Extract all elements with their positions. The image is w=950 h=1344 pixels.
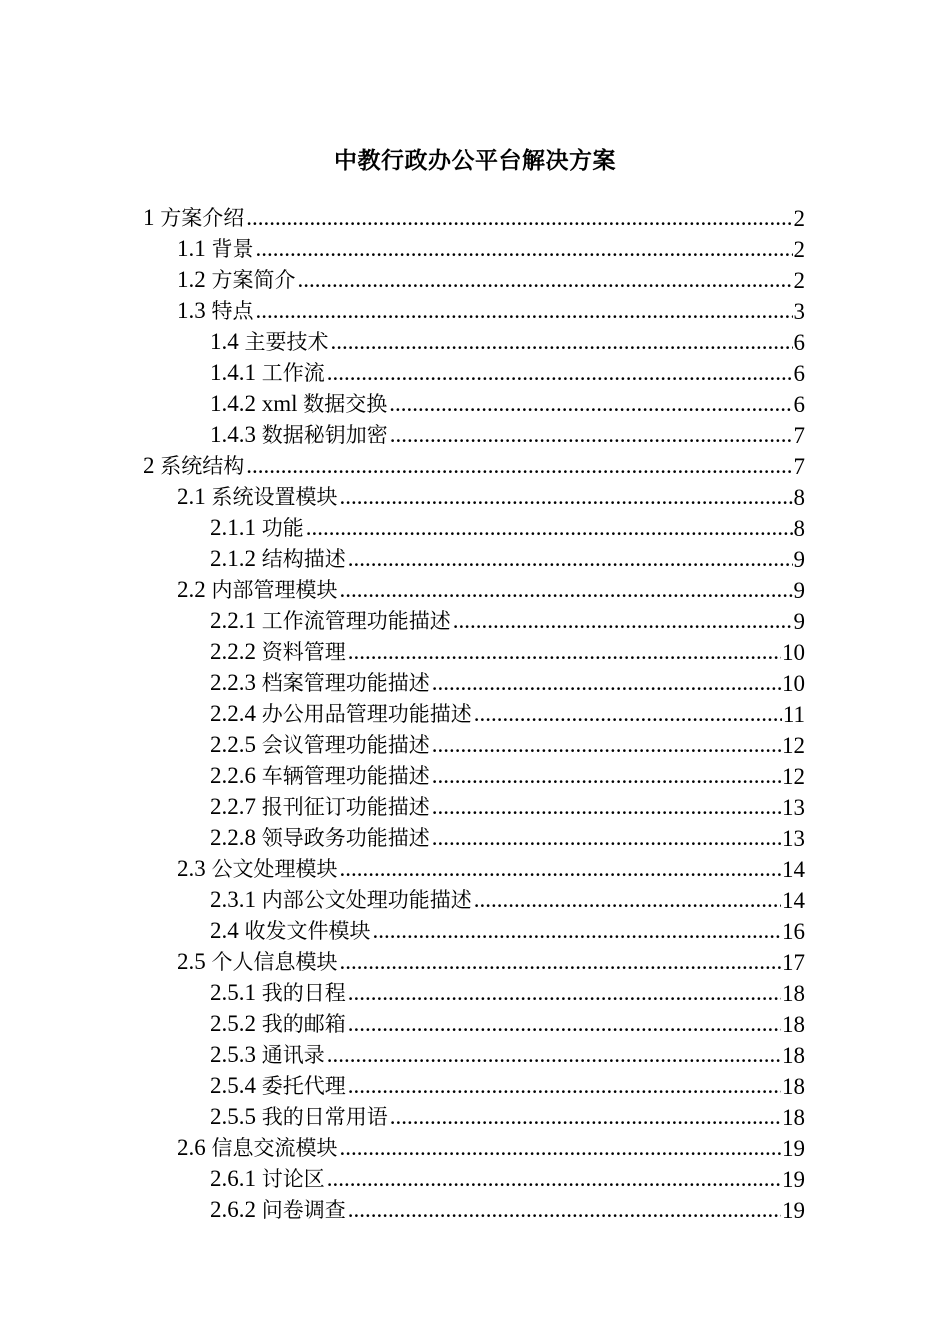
toc-entry[interactable] bbox=[210, 1009, 805, 1040]
toc-entry-text: 委托代理 bbox=[261, 1074, 346, 1098]
toc-dot-leader bbox=[340, 575, 793, 606]
toc-entry-number: 2.2.6 bbox=[210, 763, 262, 788]
toc-entry[interactable] bbox=[177, 947, 805, 978]
toc-entry-number: 2.2.3 bbox=[210, 670, 262, 695]
toc-entry-number: 2 bbox=[143, 453, 161, 478]
toc-entry-text: 领导政务功能描述 bbox=[261, 826, 430, 850]
toc-entry-number: 2.2.7 bbox=[210, 794, 262, 819]
toc-entry-text: 资料管理 bbox=[261, 640, 346, 664]
toc-dot-leader bbox=[256, 234, 793, 265]
toc-entry-label bbox=[177, 574, 340, 606]
toc-entry-number: 1.4 bbox=[210, 329, 245, 354]
toc-dot-leader bbox=[340, 1133, 782, 1164]
toc-entry-page-number: 13 bbox=[782, 826, 805, 851]
toc-dot-leader bbox=[432, 823, 781, 854]
toc-dot-leader bbox=[432, 668, 781, 699]
toc-entry-page-number: 10 bbox=[782, 671, 805, 696]
toc-entry-number: 1.2 bbox=[177, 267, 212, 292]
toc-entry-page-number: 17 bbox=[782, 950, 805, 975]
toc-entry-page-number: 14 bbox=[782, 857, 805, 882]
toc-entry[interactable] bbox=[210, 606, 805, 637]
toc-dot-leader bbox=[348, 1195, 781, 1226]
toc-entry-page-number: 14 bbox=[782, 888, 805, 913]
toc-entry-page-number: 11 bbox=[782, 702, 805, 727]
toc-entry-number: 1.3 bbox=[177, 298, 212, 323]
toc-entry[interactable] bbox=[143, 451, 805, 482]
toc-dot-leader bbox=[389, 389, 792, 420]
toc-entry-text: 通讯录 bbox=[261, 1043, 325, 1067]
toc-entry-text: 系统结构 bbox=[160, 454, 245, 478]
toc-entry-label bbox=[210, 326, 331, 358]
toc-entry-text: 我的邮箱 bbox=[261, 1012, 346, 1036]
toc-entry-text: 问卷调查 bbox=[261, 1198, 346, 1222]
toc-entry[interactable] bbox=[210, 823, 805, 854]
toc-entry-page-number: 16 bbox=[782, 919, 805, 944]
toc-entry[interactable] bbox=[210, 1102, 805, 1133]
toc-dot-leader bbox=[306, 513, 793, 544]
toc-dot-leader bbox=[340, 947, 782, 978]
toc-entry-text: 档案管理功能描述 bbox=[261, 671, 430, 695]
toc-entry-label bbox=[210, 419, 390, 451]
toc-entry-label bbox=[210, 1101, 390, 1133]
toc-entry-page-number: 8 bbox=[793, 516, 805, 541]
toc-entry[interactable] bbox=[177, 234, 805, 265]
toc-dot-leader bbox=[348, 1071, 781, 1102]
toc-entry-text: 系统设置模块 bbox=[211, 485, 338, 509]
toc-entry-number: 1.1 bbox=[177, 236, 212, 261]
toc-entry-label bbox=[210, 1039, 327, 1071]
toc-entry-label bbox=[210, 1070, 348, 1102]
toc-dot-leader bbox=[373, 916, 782, 947]
toc-entry[interactable] bbox=[210, 420, 805, 451]
toc-entry-number: 2.5 bbox=[177, 949, 212, 974]
toc-entry-text: 主要技术 bbox=[244, 330, 329, 354]
toc-entry-page-number: 7 bbox=[793, 423, 805, 448]
toc-entry[interactable] bbox=[210, 730, 805, 761]
toc-entry-text: 报刊征订功能描述 bbox=[261, 795, 430, 819]
toc-entry-page-number: 9 bbox=[793, 609, 805, 634]
toc-entry-page-number: 6 bbox=[793, 392, 805, 417]
toc-entry[interactable] bbox=[143, 203, 805, 234]
toc-entry-label bbox=[143, 450, 246, 482]
toc-dot-leader bbox=[340, 482, 793, 513]
toc-entry[interactable] bbox=[210, 1040, 805, 1071]
toc-entry[interactable] bbox=[210, 637, 805, 668]
toc-entry-page-number: 8 bbox=[793, 485, 805, 510]
toc-entry-page-number: 13 bbox=[782, 795, 805, 820]
toc-dot-leader bbox=[348, 978, 781, 1009]
toc-entry-number: 2.6.1 bbox=[210, 1166, 262, 1191]
toc-entry-label bbox=[210, 1194, 348, 1226]
toc-entry-label bbox=[177, 481, 340, 513]
toc-entry-number: 2.5.4 bbox=[210, 1073, 262, 1098]
toc-entry-number: 2.2.2 bbox=[210, 639, 262, 664]
toc-entry-text: 收发文件模块 bbox=[244, 919, 371, 943]
toc-entry-text: 工作流 bbox=[261, 361, 325, 385]
toc-entry-number: 2.2 bbox=[177, 577, 212, 602]
toc-entry-page-number: 19 bbox=[782, 1136, 805, 1161]
toc-entry-page-number: 9 bbox=[793, 547, 805, 572]
toc-entry-page-number: 10 bbox=[782, 640, 805, 665]
toc-entry-number: 2.5.1 bbox=[210, 980, 262, 1005]
toc-entry-label bbox=[210, 760, 432, 792]
toc-dot-leader bbox=[246, 203, 792, 234]
toc-entry-label bbox=[210, 822, 432, 854]
toc-dot-leader bbox=[432, 730, 781, 761]
toc-entry-text: 公文处理模块 bbox=[211, 857, 338, 881]
toc-entry-number: 1 bbox=[143, 205, 161, 230]
toc-entry-page-number: 6 bbox=[793, 330, 805, 355]
toc-entry-text: 内部管理模块 bbox=[211, 578, 338, 602]
toc-entry-text: 信息交流模块 bbox=[211, 1136, 338, 1160]
toc-dot-leader bbox=[348, 637, 781, 668]
toc-entry-text: 我的日程 bbox=[261, 981, 346, 1005]
toc-entry-number: 2.1.1 bbox=[210, 515, 262, 540]
toc-dot-leader bbox=[453, 606, 793, 637]
toc-entry-label bbox=[210, 698, 474, 730]
toc-dot-leader bbox=[331, 327, 793, 358]
toc-entry[interactable] bbox=[210, 1164, 805, 1195]
toc-entry-page-number: 18 bbox=[782, 1043, 805, 1068]
toc-entry-text: 个人信息模块 bbox=[211, 950, 338, 974]
toc-entry-number: 2.6 bbox=[177, 1135, 212, 1160]
toc-entry[interactable] bbox=[177, 854, 805, 885]
toc-entry-text: 背景 bbox=[211, 237, 254, 261]
toc-entry-label bbox=[210, 512, 306, 544]
toc-entry-number: 2.5.3 bbox=[210, 1042, 262, 1067]
toc-dot-leader bbox=[432, 792, 781, 823]
toc-entry-number: 2.1.2 bbox=[210, 546, 262, 571]
toc-entry-number: 2.2.1 bbox=[210, 608, 262, 633]
toc-entry-label bbox=[210, 729, 432, 761]
toc-entry-page-number: 19 bbox=[782, 1198, 805, 1223]
toc-entry-text: 我的日常用语 bbox=[261, 1105, 388, 1129]
toc-entry[interactable] bbox=[210, 389, 805, 420]
toc-entry-page-number: 6 bbox=[793, 361, 805, 386]
toc-entry[interactable] bbox=[177, 296, 805, 327]
toc-entry-label bbox=[210, 915, 373, 947]
toc-entry[interactable] bbox=[210, 513, 805, 544]
toc-entry-label bbox=[177, 1132, 340, 1164]
toc-entry[interactable] bbox=[210, 761, 805, 792]
toc-entry-label bbox=[177, 946, 340, 978]
toc-entry[interactable] bbox=[177, 482, 805, 513]
toc-dot-leader bbox=[340, 854, 782, 885]
toc-entry-page-number: 18 bbox=[782, 1074, 805, 1099]
toc-entry-number: 2.1 bbox=[177, 484, 212, 509]
toc-entry-number: 2.5.2 bbox=[210, 1011, 262, 1036]
toc-entry-label bbox=[210, 605, 453, 637]
toc-entry[interactable] bbox=[210, 885, 805, 916]
toc-entry-page-number: 2 bbox=[793, 206, 805, 231]
toc-entry-label bbox=[210, 388, 389, 420]
toc-entry-label bbox=[210, 636, 348, 668]
toc-entry-label bbox=[177, 264, 298, 296]
toc-entry-number: 2.5.5 bbox=[210, 1104, 262, 1129]
toc-entry-label bbox=[177, 853, 340, 885]
toc-dot-leader bbox=[327, 358, 793, 389]
toc-entry-number: 2.2.8 bbox=[210, 825, 262, 850]
toc-entry[interactable] bbox=[177, 575, 805, 606]
toc-entry-page-number: 3 bbox=[793, 299, 805, 324]
toc-dot-leader bbox=[256, 296, 793, 327]
toc-entry-text: 车辆管理功能描述 bbox=[261, 764, 430, 788]
toc-entry-page-number: 19 bbox=[782, 1167, 805, 1192]
toc-entry-text: 工作流管理功能描述 bbox=[261, 609, 451, 633]
document-title: 中教行政办公平台解决方案 bbox=[334, 148, 616, 174]
toc-entry-number: 2.6.2 bbox=[210, 1197, 262, 1222]
toc-entry[interactable] bbox=[210, 1195, 805, 1226]
toc-dot-leader bbox=[327, 1040, 781, 1071]
toc-entry[interactable] bbox=[210, 916, 805, 947]
toc-dot-leader bbox=[348, 1009, 781, 1040]
toc-entry-text: 数据秘钥加密 bbox=[261, 423, 388, 447]
toc-entry-label bbox=[210, 977, 348, 1009]
toc-entry-page-number: 18 bbox=[782, 1105, 805, 1130]
toc-entry-page-number: 2 bbox=[793, 268, 805, 293]
toc-dot-leader bbox=[474, 885, 781, 916]
toc-entry-label bbox=[210, 667, 432, 699]
toc-entry[interactable] bbox=[210, 792, 805, 823]
toc-entry-label bbox=[210, 543, 348, 575]
toc-entry-number: 1.4.3 bbox=[210, 422, 262, 447]
toc-entry-number: 2.3 bbox=[177, 856, 212, 881]
toc-entry[interactable] bbox=[210, 699, 805, 730]
toc-entry-text: 数据交换 bbox=[303, 392, 388, 416]
toc-dot-leader bbox=[348, 544, 793, 575]
toc-entry-label bbox=[210, 884, 474, 916]
toc-dot-leader bbox=[327, 1164, 781, 1195]
toc-entry-page-number: 12 bbox=[782, 733, 805, 758]
toc-entry-label bbox=[210, 1008, 348, 1040]
toc-entry-label bbox=[210, 1163, 327, 1195]
toc-entry-text: 功能 bbox=[261, 516, 304, 540]
toc-entry-number: 2.3.1 bbox=[210, 887, 262, 912]
toc-entry-label bbox=[210, 357, 327, 389]
toc-entry-page-number: 18 bbox=[782, 1012, 805, 1037]
toc-entry-number: 2.4 bbox=[210, 918, 245, 943]
toc-entry-label bbox=[177, 295, 256, 327]
toc-entry-text: 特点 bbox=[211, 299, 254, 323]
toc-entry-page-number: 18 bbox=[782, 981, 805, 1006]
toc-dot-leader bbox=[298, 265, 793, 296]
toc-entry[interactable] bbox=[210, 544, 805, 575]
toc-entry-page-number: 12 bbox=[782, 764, 805, 789]
toc-entry[interactable] bbox=[177, 1133, 805, 1164]
toc-entry-number: 1.4.1 bbox=[210, 360, 262, 385]
toc-entry[interactable] bbox=[177, 265, 805, 296]
toc-entry-text: 内部公文处理功能描述 bbox=[261, 888, 472, 912]
toc-entry[interactable] bbox=[210, 668, 805, 699]
toc-entry-page-number: 2 bbox=[793, 237, 805, 262]
toc-entry-label bbox=[143, 202, 246, 234]
toc-entry-text: 方案简介 bbox=[211, 268, 296, 292]
toc-dot-leader bbox=[474, 699, 782, 730]
toc-entry-label bbox=[177, 233, 256, 265]
toc-entry-text: 讨论区 bbox=[261, 1167, 325, 1191]
toc-dot-leader bbox=[432, 761, 781, 792]
toc-dot-leader bbox=[390, 1102, 781, 1133]
toc-entry-page-number: 7 bbox=[793, 454, 805, 479]
toc-dot-leader bbox=[390, 420, 793, 451]
toc-entry[interactable] bbox=[210, 1071, 805, 1102]
toc-entry-number: 1.4.2 xml bbox=[210, 391, 304, 416]
toc-entry-text: 方案介绍 bbox=[160, 206, 245, 230]
toc-entry[interactable] bbox=[210, 358, 805, 389]
toc-entry[interactable] bbox=[210, 327, 805, 358]
toc-entry-label bbox=[210, 791, 432, 823]
toc-entry[interactable] bbox=[210, 978, 805, 1009]
toc-entry-text: 结构描述 bbox=[261, 547, 346, 571]
toc-dot-leader bbox=[246, 451, 792, 482]
toc-entry-number: 2.2.5 bbox=[210, 732, 262, 757]
toc-entry-text: 会议管理功能描述 bbox=[261, 733, 430, 757]
toc-entry-text: 办公用品管理功能描述 bbox=[261, 702, 472, 726]
toc-entry-number: 2.2.4 bbox=[210, 701, 262, 726]
toc-entry-page-number: 9 bbox=[793, 578, 805, 603]
